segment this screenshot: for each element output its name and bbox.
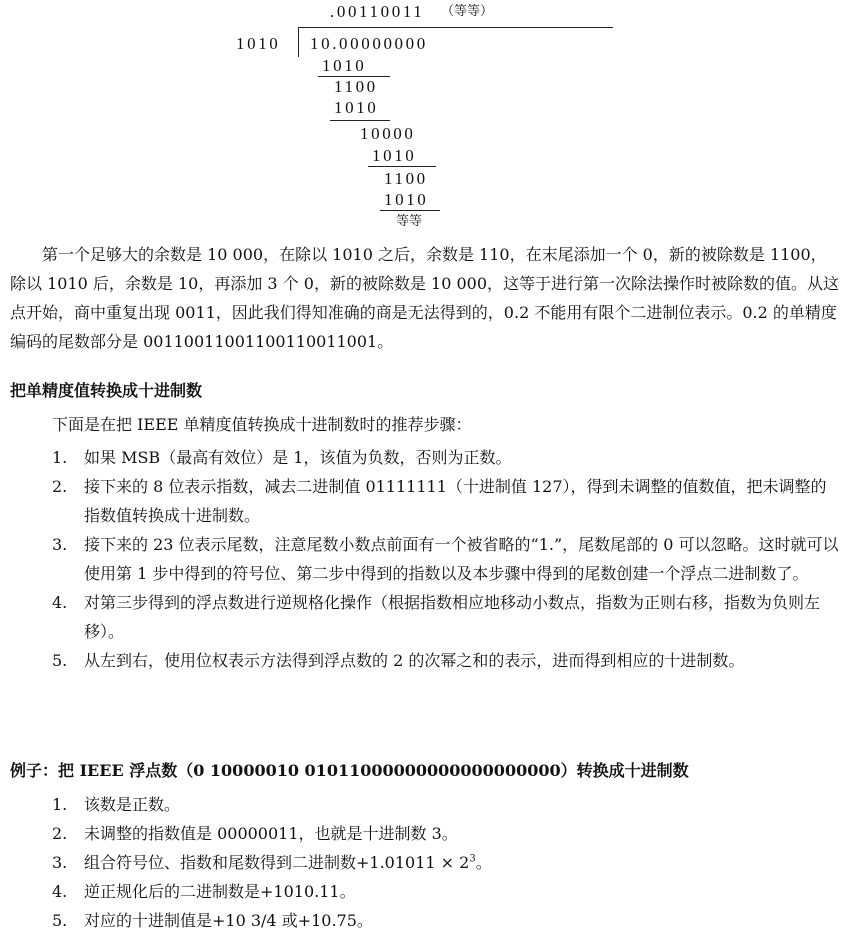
step-text: 接下来的 23 位表示尾数，注意尾数小数点前面有一个被省略的“1.”，尾数尾部的 0 可以忽略。这时就可以使用第 1 步中得到的符号位、第二步中得到的指数以及本步骤中得到的尾数创建一个浮点二进制数了。 bbox=[84, 535, 839, 583]
step-number: 5. bbox=[52, 651, 68, 670]
conversion-steps bbox=[0, 443, 842, 675]
list-item bbox=[0, 790, 842, 819]
step-text: 逆正规化后的二进制数是+1010.11。 bbox=[84, 882, 356, 901]
step-text-tail: 。 bbox=[475, 853, 492, 872]
list-item bbox=[0, 877, 842, 906]
list-item bbox=[0, 443, 842, 472]
list-item bbox=[0, 588, 842, 646]
division-step: 1010 bbox=[384, 190, 429, 209]
divisor: 1010 bbox=[236, 34, 281, 53]
step-text: 组合符号位、指数和尾数得到二进制数+1.01011 × 2 bbox=[84, 853, 470, 872]
list-item bbox=[0, 646, 842, 675]
trailing-note: 等等 bbox=[396, 214, 423, 229]
step-number: 3. bbox=[52, 853, 68, 872]
quotient-note: （等等） bbox=[441, 4, 494, 19]
example-heading: 例子：把 IEEE 浮点数（0 10000010 01011000000000000000000）转换成十进制数 bbox=[10, 761, 689, 780]
step-text: 未调整的指数值是 00000011，也就是十进制数 3。 bbox=[84, 824, 458, 843]
division-step-rule bbox=[368, 166, 436, 167]
exponent: 3 bbox=[469, 853, 476, 865]
division-step: 1010 bbox=[372, 146, 417, 165]
division-step: 1100 bbox=[334, 77, 378, 96]
dividend: 10.00000000 bbox=[310, 34, 428, 53]
division-step: 10000 bbox=[360, 124, 416, 143]
division-step-rule bbox=[380, 210, 440, 211]
step-number: 3. bbox=[52, 535, 68, 554]
step-number: 1. bbox=[52, 795, 68, 814]
division-bar bbox=[298, 27, 613, 28]
step-number: 5. bbox=[52, 911, 68, 930]
step-number: 4. bbox=[52, 593, 68, 612]
step-text: 对应的十进制值是+10 3/4 或+10.75。 bbox=[84, 911, 373, 930]
list-item bbox=[0, 819, 842, 848]
list-item bbox=[0, 530, 842, 588]
example-steps bbox=[0, 790, 842, 935]
division-bracket bbox=[298, 27, 299, 57]
step-text: 该数是正数。 bbox=[84, 795, 181, 814]
division-step: 1010 bbox=[322, 56, 367, 75]
step-text: 如果 MSB（最高有效位）是 1，该值为负数，否则为正数。 bbox=[84, 448, 512, 467]
step-text: 从左到右，使用位权表示方法得到浮点数的 2 的次幂之和的表示，进而得到相应的十进制数。 bbox=[84, 651, 745, 670]
step-text: 接下来的 8 位表示指数，减去二进制值 01111111（十进制值 127），得到未调整的值数值，把未调整的指数值转换成十进制数。 bbox=[84, 477, 827, 525]
step-text: 对第三步得到的浮点数进行逆规格化操作（根据指数相应地移动小数点，指数为正则右移，指数为负则左移）。 bbox=[84, 593, 821, 641]
section-heading: 把单精度值转换成十进制数 bbox=[10, 381, 203, 400]
list-item bbox=[0, 848, 842, 877]
list-item bbox=[0, 906, 842, 935]
step-number: 2. bbox=[52, 477, 68, 496]
step-number: 4. bbox=[52, 882, 68, 901]
list-item bbox=[0, 472, 842, 530]
step-number: 2. bbox=[52, 824, 68, 843]
step-number: 1. bbox=[52, 448, 68, 467]
explanation-paragraph: 第一个足够大的余数是 10 000，在除以 1010 之后，余数是 110，在末尾添加一个 0，新的被除数是 1100，除以 1010 后，余数是 10，再添加 3 个 0，新的被除数是 10 000，这等于进行第一次除法操作时被除数的值。从这点开始，商中重复出现 0011，因此我们得知准确的商是无法得到的，0.2 不能用有限个二进制位表示。0.2 的单精度编码的尾数部分是 00110011001100110011001。 bbox=[10, 245, 840, 351]
division-step-rule bbox=[330, 120, 390, 121]
quotient: .00110011 bbox=[330, 2, 425, 21]
division-step: 1010 bbox=[334, 98, 379, 117]
division-step: 1100 bbox=[384, 169, 428, 188]
section-intro: 下面是在把 IEEE 单精度值转换成十进制数时的推荐步骤： bbox=[52, 415, 472, 434]
